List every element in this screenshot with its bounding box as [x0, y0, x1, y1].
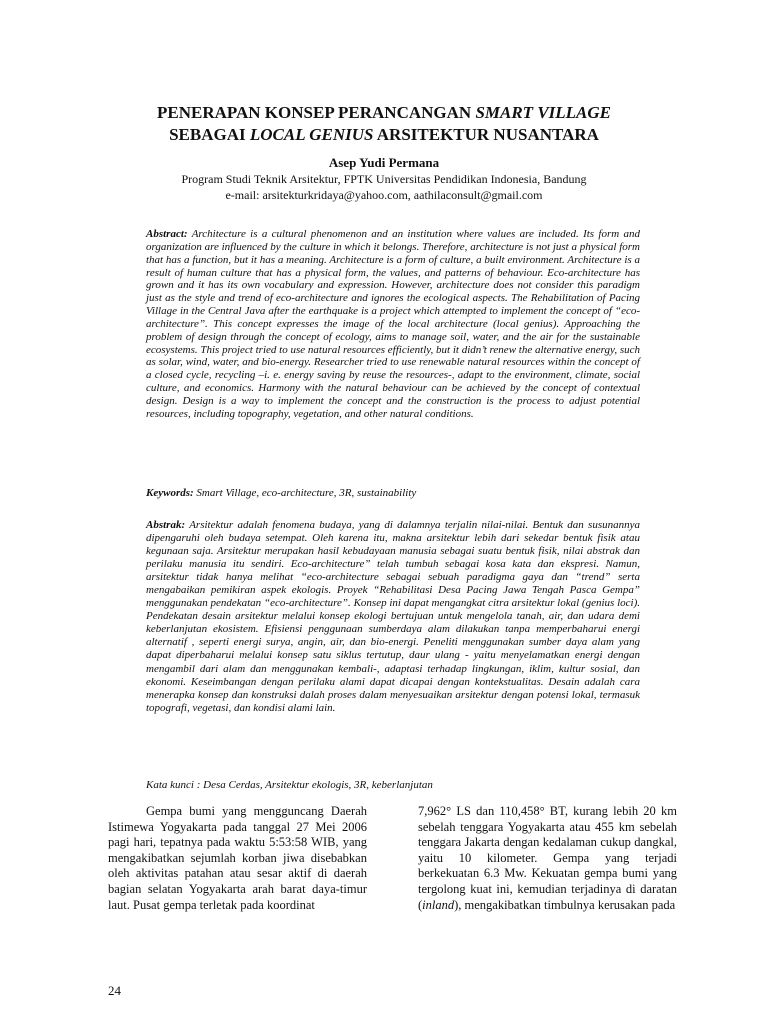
title-line-2-prefix: SEBAGAI — [169, 125, 250, 144]
title-line-1-italic: SMART VILLAGE — [475, 103, 611, 122]
paper-title — [100, 102, 668, 146]
title-line-1 — [100, 102, 668, 124]
email: e-mail: arsitekturkridaya@yahoo.com, aathilaconsult@gmail.com — [225, 188, 543, 202]
abstract-label: Abstract: — [146, 228, 188, 240]
title-line-2 — [100, 124, 668, 146]
keywords-english — [146, 487, 640, 500]
page-number: 24 — [108, 983, 121, 998]
body-right-text-2: ), mengakibatkan timbulnya kerusakan pada — [454, 897, 676, 912]
abstract-text: Architecture is a cultural phenomenon and an institution where values are included. Its form and organization are influenced by the culture in which it belongs. Therefore, architecture is not just a physical form that has a function, but it has a meaning. Architecture is a form of culture, a built environment. Architecture is a result of human culture that has a physical form, the values, and patterns of behaviour. Eco-architecture has grown and it has its own vocabulary and expression. However, architecture does not consider this paradigm just as the style and trend of eco-architecture and ignores the ecological aspects. The Rehabilitation of Pacing Village in the Central Java after the earthquake is a project which attempted to implement the concept of “eco-architecture”. This concept expresses the image of the local architecture (local genius). Approaching the problem of design through the concept of ecology, aims to manage soil, water, and the air for the sustainable ecosystems. This project tried to use natural resources efficiently, but it didn’t renew the alternative energy, such as solar, wind, water, and bio-energy. Researcher tried to use renewable natural resources within the concept of a closed cycle, recycling –i. e. energy saving by reuse the resources-, adapt to the environment, climate, social culture, and economics. Harmony with the natural behaviour can be achieved by the concept of contextual design. Design is a way to implement the concept and the construction is the process to adjust potential resources, including topography, vegetation, and other natural conditions. — [146, 228, 640, 420]
keywords-text: Smart Village, eco-architecture, 3R, sustainability — [196, 487, 417, 499]
body-column-right — [418, 804, 677, 913]
abstrak-label: Abstrak: — [146, 519, 186, 531]
abstract-english — [146, 228, 640, 421]
affiliation: Program Studi Teknik Arsitektur, FPTK Universitas Pendidikan Indonesia, Bandung — [181, 172, 587, 186]
title-line-2-italic: LOCAL GENIUS — [249, 125, 374, 144]
keywords-label: Keywords: — [146, 487, 194, 499]
abstract-indonesian — [146, 519, 640, 715]
author-name: Asep Yudi Permana — [328, 155, 440, 170]
body-column-left: Gempa bumi yang mengguncang Daerah Istimewa Yogyakarta pada tanggal 27 Mei 2006 pagi hari, tepatnya pada waktu 5:53:58 WIB, yang mengakibatkan sejumlah korban jiwa disebabkan oleh aktivitas patahan atau sesar aktif di daerah bagian selatan Yogyakarta arah barat daya-timur laut. Pusat gempa terletak pada koordinat — [108, 804, 367, 912]
author-affiliation-block — [100, 171, 668, 203]
keywords-indonesian: Kata kunci : Desa Cerdas, Arsitektur ekologis, 3R, keberlanjutan — [146, 779, 433, 791]
body-right-text-1: 7,962° LS dan 110,458° BT, kurang lebih 20 km sebelah tenggara Yogyakarta atau 455 km sebelah tenggara Jakarta dengan kedalaman cukup dangkal, yaitu 10 kilometer. Gempa yang terjadi berkekuatan 6.3 Mw. Kekuatan gempa bumi yang tergolong kuat ini, kemudian terjadinya di daratan ( — [418, 804, 677, 912]
abstrak-text: Arsitektur adalah fenomena budaya, yang di dalamnya terjalin nilai-nilai. Bentuk dan susunannya dipengaruhi oleh budaya setempat. Oleh karena itu, makna arsitektur lebih dari sekedar bentuk fisik atau kegunaan saja. Arsitektur merupakan hasil kebudayaan manusia sebagai suatu bentuk fisik, nilai abstrak dan perilaku manusia itu sendiri. Eco-architecture” telah tumbuh sebagai kosa kata dan ekspresi. Namun, arsitektur tidak hanya melihat “eco-architecture sebagai sebuah paradigma gaya dan “trend” serta mengabaikan pemikiran aspek ekologis. Proyek “Rehabilitasi Desa Pacing Jawa Tengah Pasca Gempa” menggunakan pendekatan “eco-architecture”. Konsep ini dapat mengangkat citra arsitektur lokal (genius loci). Pendekatan desain arsitektur melalui konsep ekologi bertujuan untuk mengelola tanah, air, dan udara demi keberlanjutan ekosistem. Efisiensi penggunaan sumberdaya alam dilakukan tanpa memperbaharui energi alternatif , seperti energi surya, angin, air, dan bio-energi. Peneliti menggunakan sumber daya alam yang dapat diperbaharui melalui konsep satu siklus tertutup, daur ulang - yaitu menyelamatkan energi dengan mengambil dari alam dan menggunakan kembali-, adaptasi terhadap lingkungan, iklim, kultur sosial, dan ekonomi. Keseimbangan dengan perilaku alami dapat dicapai dengan kontekstualitas. Desain adalah cara menerapka konsep dan konstruksi dalah proses dalam menyesuaikan arsitektur dengan potensi lokal, termasuk topografi, vegetasi, dan kondisi alami lain. — [146, 519, 641, 714]
title-line-1-text: PENERAPAN KONSEP PERANCANGAN — [156, 103, 476, 122]
body-right-italic: inland — [422, 897, 455, 912]
title-line-2-suffix: ARSITEKTUR NUSANTARA — [373, 125, 599, 144]
